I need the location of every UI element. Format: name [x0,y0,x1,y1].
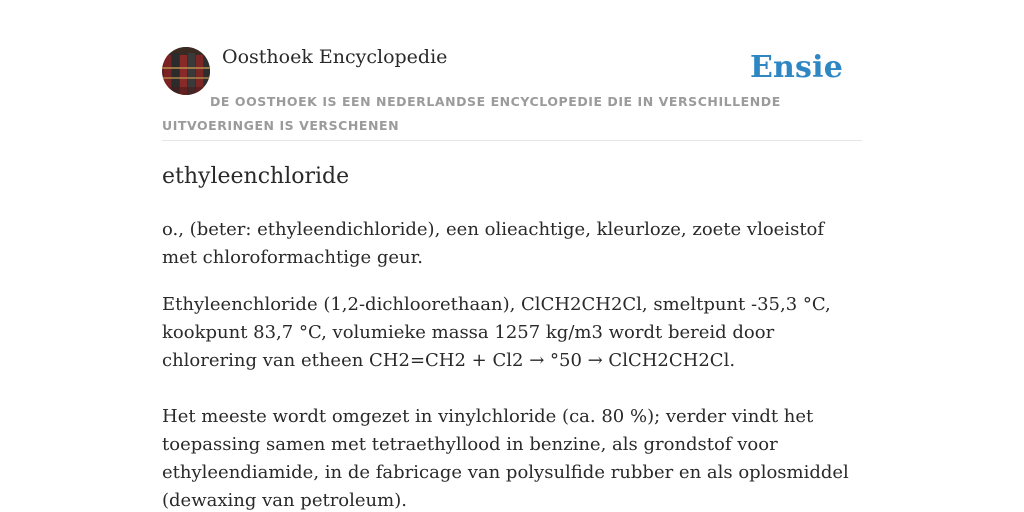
article-details: Ethyleenchloride (1,2-dichloorethaan), ClCH2CH2Cl, smeltpunt -35,3 °C, kookpunt 83,7 °C, volumieke massa 1257 kg/m3 wordt bereid door chlorering van etheen CH2=CH2 + Cl2 → °50 → ClCH2CH2Cl. Het meeste wordt omgezet in vinylchloride (ca. 80 %); verder vindt het toepassing samen met tetraethyllood in benzine, als grondstof voor ethyleendiamide, in de fabricage van polysulfide rubber en als oplosmiddel (dewaxing van petroleum). [162,294,849,511]
brand-logo[interactable]: Ensie [749,50,843,85]
article-definition: o., (beter: ethyleendichloride), een olieachtige, kleurloze, zoete vloeistof met chloroformachtige geur. [162,219,825,268]
publication-avatar[interactable] [162,47,210,95]
article-title: ethyleenchloride [162,164,350,189]
article-container [162,0,862,512]
publication-header [162,0,862,141]
publication-tagline: DE OOSTHOEK IS EEN NEDERLANDSE ENCYCLOPEDIE DIE IN VERSCHILLENDE UITVOERINGEN IS VERSCHENEN [162,94,781,133]
book-spines-icon [162,47,210,95]
publication-name[interactable]: Oosthoek Encyclopedie [222,46,448,68]
